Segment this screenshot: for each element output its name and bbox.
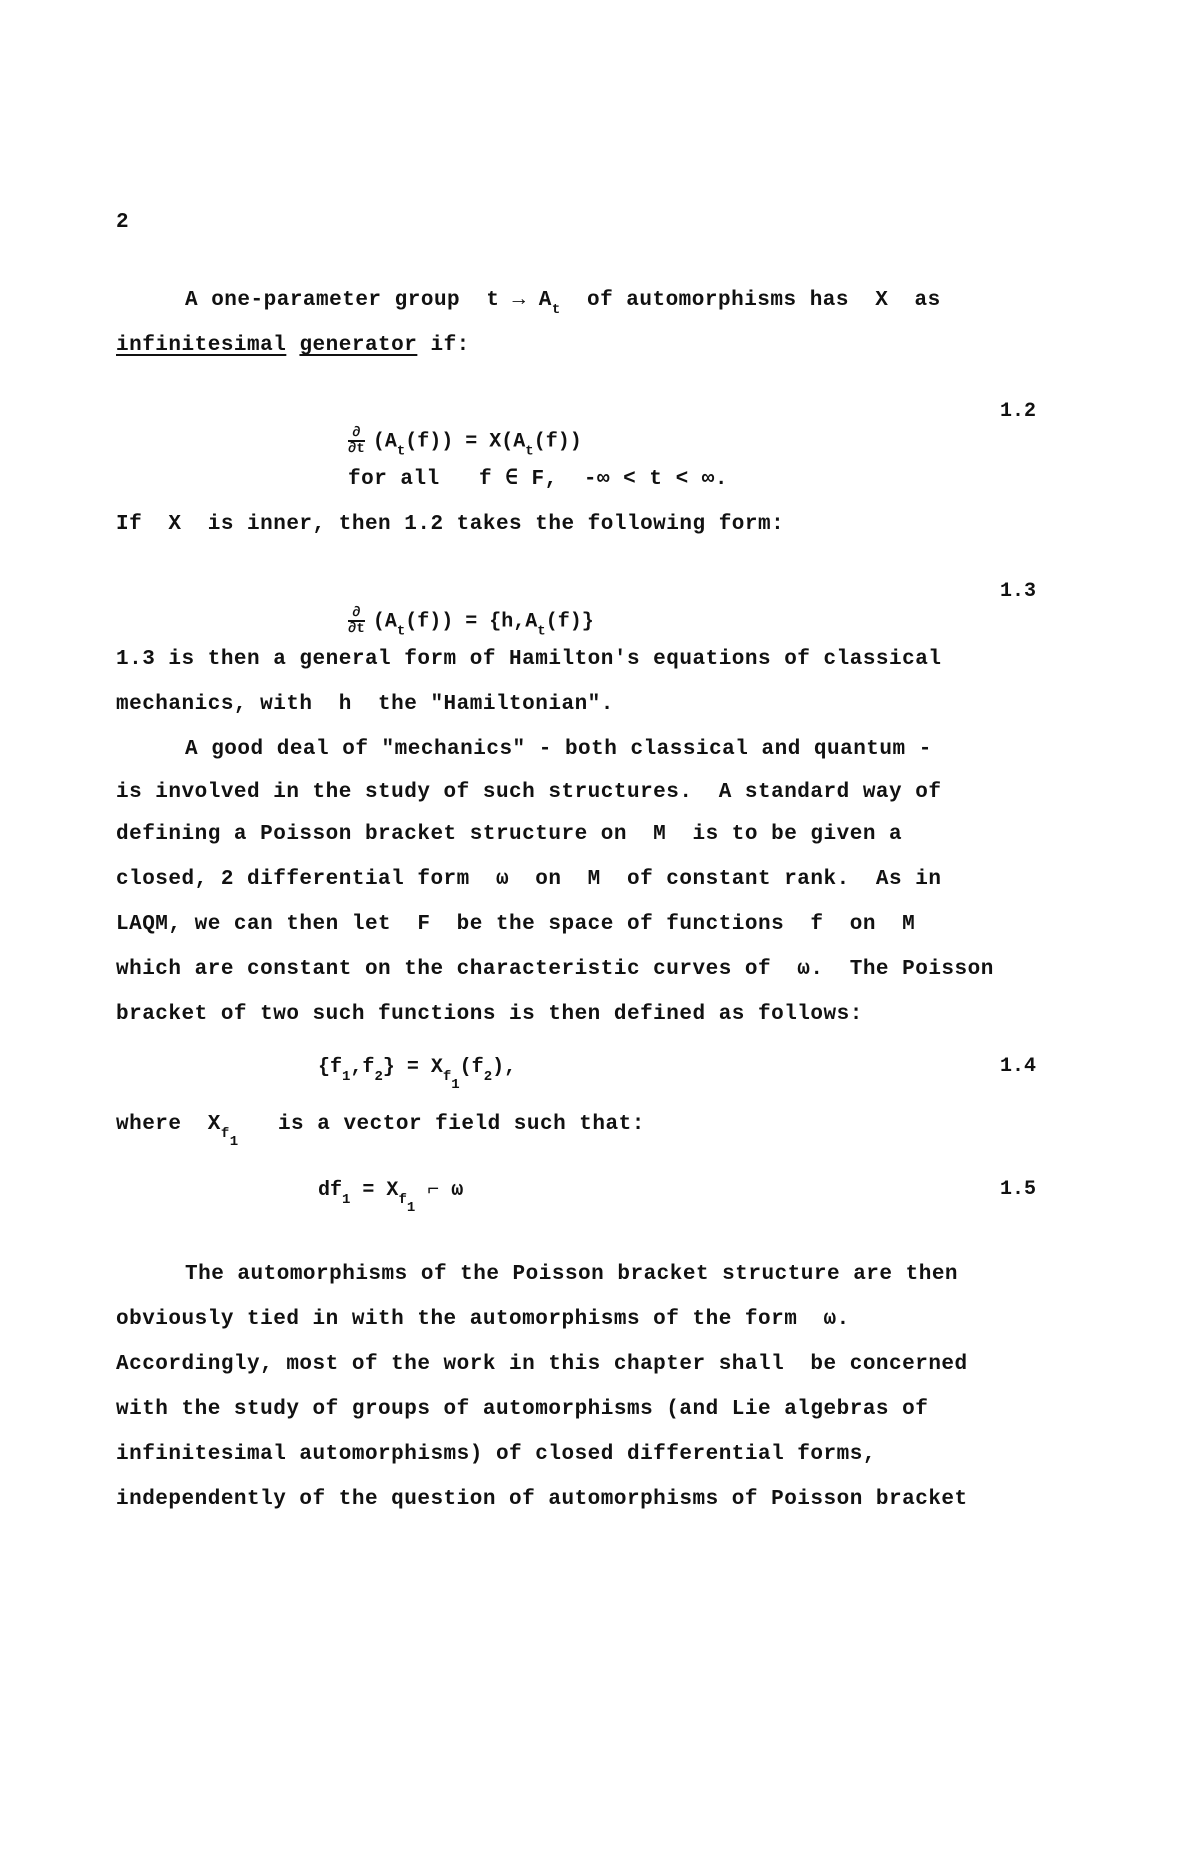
para4-line6: independently of the question of automorphisms of Poisson bracket xyxy=(116,1488,968,1511)
equation-1-3: $\frac{\partial}{\partial t}$ $(A_t(f)) = \{h,A_t(f)\}$ xyxy=(348,605,594,640)
equation-number-1-3: 1.3 xyxy=(1000,580,1037,603)
where-line: where $X_{f_1}$ is a vector field such that: xyxy=(116,1113,645,1150)
para4-line4: with the study of groups of automorphisms (and Lie algebras of xyxy=(116,1398,929,1421)
para1-line2: infinitesimal generator if: xyxy=(116,334,470,357)
equation-1-2: $\frac{\partial}{\partial t}$ $(A_t(f)) = X(A_t(f))$ xyxy=(348,425,582,460)
para3-line3: defining a Poisson bracket structure on M is to be given a xyxy=(116,823,903,846)
para3-line2: is involved in the study of such structures. A standard way of xyxy=(116,781,942,804)
para3-line1: A good deal of "mechanics" - both classical and quantum - xyxy=(185,738,932,761)
equation-number-1-4: 1.4 xyxy=(1000,1055,1037,1078)
page-number: 2 xyxy=(116,211,130,234)
term-infinitesimal: infinitesimal xyxy=(116,334,287,357)
equation-number-1-2: 1.2 xyxy=(1000,400,1037,423)
for-all-condition: for all f ∈ F, -∞ < t < ∞. xyxy=(348,468,729,491)
partial-derivative: $\frac{\partial}{\partial t}$ xyxy=(348,425,365,457)
para1-line1: A one-parameter group $t \to A_t$ of automorphisms has X as xyxy=(185,289,941,318)
para2-line2: mechanics, with h the "Hamiltonian". xyxy=(116,693,614,716)
para4-line5: infinitesimal automorphisms) of closed differential forms, xyxy=(116,1443,876,1466)
para3-line5: LAQM, we can then let F be the space of functions f on M xyxy=(116,913,916,936)
para3-line4: closed, 2 differential form ω on M of constant rank. As in xyxy=(116,868,942,891)
para2-line1: 1.3 is then a general form of Hamilton's equations of classical xyxy=(116,648,942,671)
para3-line6: which are constant on the characteristic curves of ω. The Poisson xyxy=(116,958,994,981)
para4-line3: Accordingly, most of the work in this chapter shall be concerned xyxy=(116,1353,968,1376)
equation-1-5: $df_1 = X_{f_1}$ ⌐ ω xyxy=(318,1179,464,1216)
equation-1-4: $\{f_1,f_2\} = X_{f_1}(f_2)$, xyxy=(318,1056,517,1093)
para4-line2: obviously tied in with the automorphisms of the form ω. xyxy=(116,1308,850,1331)
partial-derivative: $\frac{\partial}{\partial t}$ xyxy=(348,605,365,637)
if-inner-line: If X is inner, then 1.2 takes the following form: xyxy=(116,513,785,536)
equation-number-1-5: 1.5 xyxy=(1000,1178,1037,1201)
para4-line1: The automorphisms of the Poisson bracket structure are then xyxy=(185,1263,959,1286)
term-generator: generator xyxy=(299,334,418,357)
para3-line7: bracket of two such functions is then defined as follows: xyxy=(116,1003,863,1026)
